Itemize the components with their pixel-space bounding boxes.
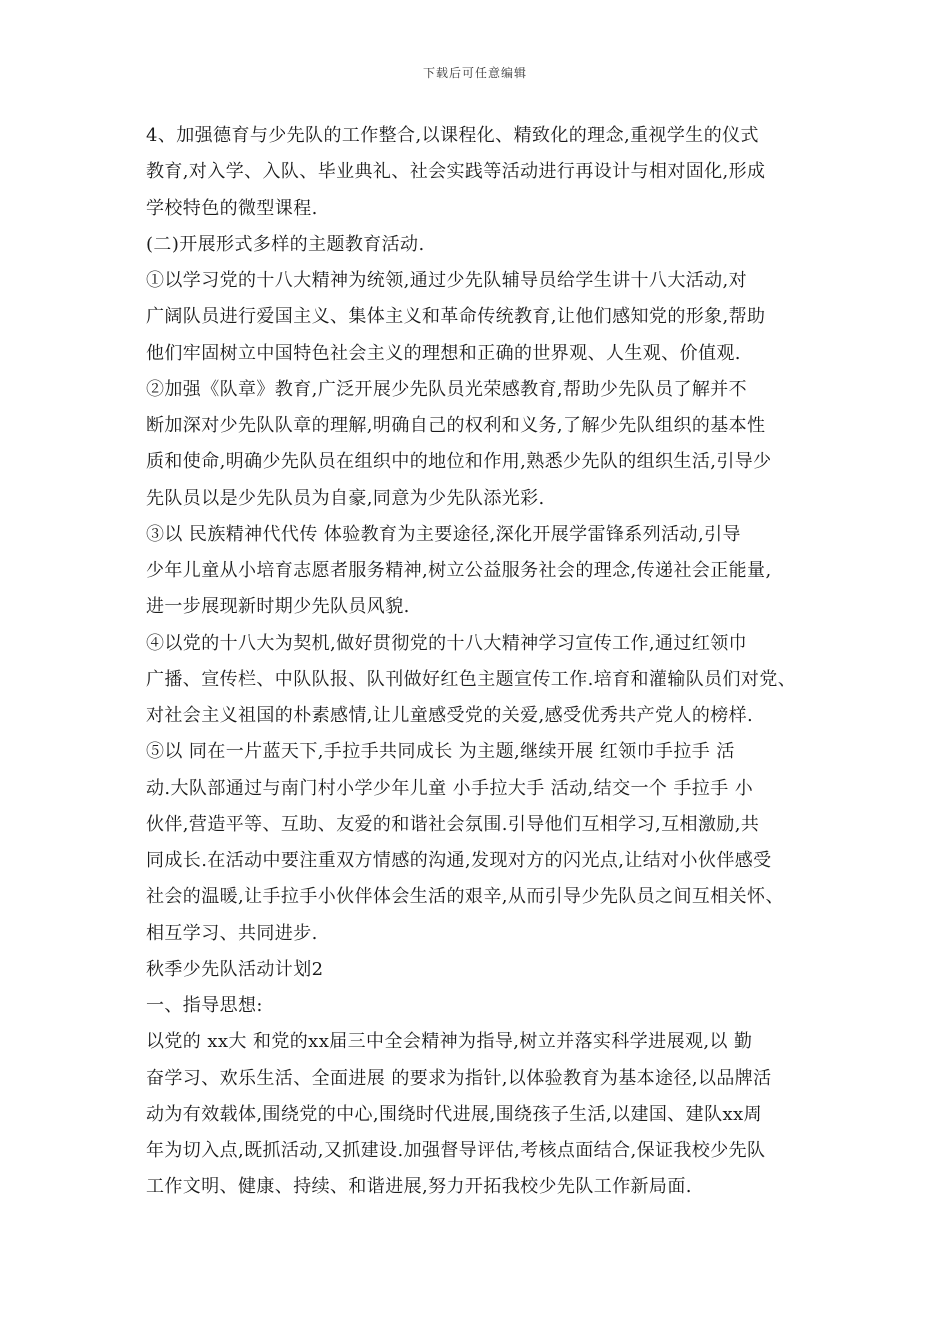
section-heading: 一、指导思想: — [146, 995, 263, 1016]
text-line: ①以学习党的十八大精神为统领,通过少先队辅导员给学生讲十八大活动,对 — [146, 270, 748, 291]
text-line: 质和使命,明确少先队员在组织中的地位和作用,熟悉少先队的组织生活,引导少 — [146, 451, 772, 472]
page-header: 下载后可任意编辑 — [422, 66, 527, 80]
text-line: ③以 民族精神代代传 体验教育为主要途径,深化开展学雷锋系列活动,引导 — [146, 524, 741, 545]
text-line: 相互学习、共同进步. — [146, 923, 318, 944]
text-line: 断加深对少先队队章的理解,明确自己的权利和义务,了解少先队组织的基本性 — [146, 415, 766, 436]
text-line: ②加强《队章》教育,广泛开展少先队员光荣感教育,帮助少先队员了解并不 — [146, 379, 748, 400]
text-line: 教育,对入学、入队、毕业典礼、社会实践等活动进行再设计与相对固化,形成 — [146, 161, 766, 182]
text-line: 工作文明、健康、持续、和谐进展,努力开拓我校少先队工作新局面. — [146, 1176, 692, 1197]
text-line: 4、加强德育与少先队的工作整合,以课程化、精致化的理念,重视学生的仪式 — [146, 125, 759, 146]
text-line: (二)开展形式多样的主题教育活动. — [146, 234, 425, 255]
text-line: 同成长.在活动中要注重双方情感的沟通,发现对方的闪光点,让结对小伙伴感受 — [146, 850, 772, 871]
text-line: 学校特色的微型课程. — [146, 198, 318, 219]
text-line: 少年儿童从小培育志愿者服务精神,树立公益服务社会的理念,传递社会正能量, — [146, 560, 772, 581]
text-line: ④以党的十八大为契机,做好贯彻党的十八大精神学习宣传工作,通过红领巾 — [146, 633, 748, 654]
text-line: 伙伴,营造平等、互助、友爱的和谐社会氛围.引导他们互相学习,互相激励,共 — [146, 814, 760, 835]
text-line: 年为切入点,既抓活动,又抓建设.加强督导评估,考核点面结合,保证我校少先队 — [146, 1140, 766, 1161]
section-title: 秋季少先队活动计划2 — [146, 959, 324, 980]
text-line: 进一步展现新时期少先队员风貌. — [146, 596, 410, 617]
text-line: ⑤以 同在一片蓝天下,手拉手共同成长 为主题,继续开展 红领巾手拉手 活 — [146, 741, 735, 762]
text-line: 先队员以是少先队员为自豪,同意为少先队添光彩. — [146, 488, 545, 509]
text-line: 以党的 xx大 和党的xx届三中全会精神为指导,树立并落实科学进展观,以 勤 — [146, 1031, 753, 1052]
text-line: 广阔队员进行爱国主义、集体主义和革命传统教育,让他们感知党的形象,帮助 — [146, 306, 766, 327]
text-line: 对社会主义祖国的朴素感情,让儿童感受党的关爱,感受优秀共产党人的榜样. — [146, 705, 754, 726]
text-line: 社会的温暖,让手拉手小伙伴体会生活的艰辛,从而引导少先队员之间互相关怀、 — [146, 886, 784, 907]
text-line: 广播、宣传栏、中队队报、队刊做好红色主题宣传工作.培育和灌输队员们对党、 — [146, 669, 797, 690]
text-line: 动.大队部通过与南门村小学少年儿童 小手拉大手 活动,结交一个 手拉手 小 — [146, 778, 754, 799]
text-line: 动为有效载体,围绕党的中心,围绕时代进展,围绕孩子生活,以建国、建队xx周 — [146, 1104, 762, 1125]
text-line: 他们牢固树立中国特色社会主义的理想和正确的世界观、人生观、价值观. — [146, 343, 741, 364]
text-line: 奋学习、欢乐生活、全面进展 的要求为指针,以体验教育为基本途径,以品牌活 — [146, 1068, 772, 1089]
